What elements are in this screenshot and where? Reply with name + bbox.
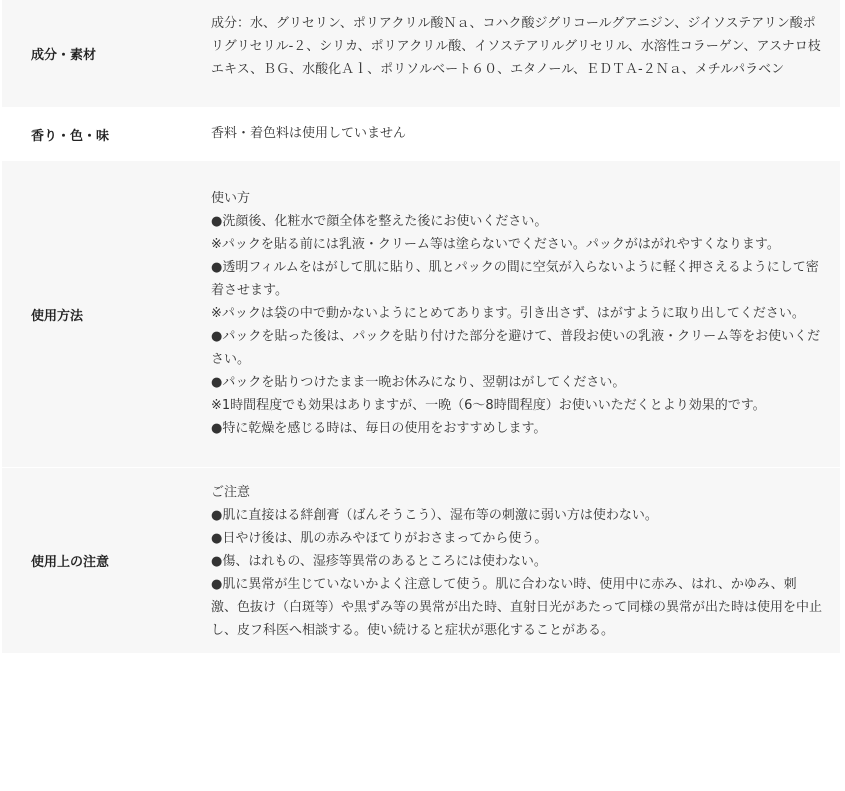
usage-row xyxy=(2,161,840,467)
row-label: 使用上の注意 xyxy=(31,555,110,570)
content-line: ●パックを貼りつけたまま一晩お休みになり、翌朝はがしてください。 xyxy=(211,375,626,390)
row-content xyxy=(209,0,840,107)
scent-color-taste-row xyxy=(2,108,840,160)
precautions-row xyxy=(2,468,840,653)
row-content xyxy=(209,161,840,467)
content-line: 香料・着色料は使用していません xyxy=(211,126,407,141)
content-heading: ご注意 xyxy=(211,485,251,500)
content-line: ●洗顔後、化粧水で顔全体を整えた後にお使いください。 xyxy=(211,214,548,229)
content-line: ●特に乾燥を感じる時は、毎日の使用をおすすめします。 xyxy=(211,421,547,436)
content-line: ●傷、はれもの、湿疹等異常のあるところには使わない。 xyxy=(211,554,547,569)
content-line: ※パックを貼る前には乳液・クリーム等は塗らないでください。パックがはがれやすくなります。 xyxy=(211,237,780,252)
content-line: ●日やけ後は、肌の赤みやほてりがおさまってから使う。 xyxy=(211,531,548,546)
content-line: ●肌に異常が生じていないかよく注意して使う。肌に合わない時、使用中に赤み、はれ、かゆみ、刺激、色抜け（白斑等）や黒ずみ等の異常が出た時、直射日光があたって同様の異常が出た時は使用を中止し、皮フ科医へ相談する。使い続けると症状が悪化することがある。 xyxy=(211,577,823,638)
content-line: 成分：水、グリセリン、ポリアクリル酸Ｎａ、コハク酸ジグリコールグアニジン、ジイソステアリン酸ポリグリセリル-２、シリカ、ポリアクリル酸、イソステアリルグリセリル、水溶性コラーゲン、アスナロ枝エキス、ＢＧ、水酸化Ａｌ、ポリソルベート６０、エタノール、ＥＤＴＡ-２Ｎａ、メチルパラベン xyxy=(211,16,821,77)
row-label: 香り・色・味 xyxy=(31,128,110,144)
content-heading: 使い方 xyxy=(211,191,251,206)
ingredients-row xyxy=(2,0,840,107)
row-content xyxy=(209,108,840,160)
row-label: 使用方法 xyxy=(31,308,84,324)
content-line: ●肌に直接はる絆創膏（ばんそうこう）、湿布等の刺激に弱い方は使わない。 xyxy=(211,508,658,523)
row-content xyxy=(209,468,840,653)
content-line: ※1時間程度でも効果はありますが、一晩（6～8時間程度）お使いいただくとより効果的です。 xyxy=(211,398,766,413)
row-label: 成分・素材 xyxy=(31,48,97,63)
content-line: ●透明フィルムをはがして肌に貼り、肌とパックの間に空気が入らないように軽く押さえるようにして密着させます。 xyxy=(211,260,819,298)
content-line: ※パックは袋の中で動かないようにとめてあります。引き出さず、はがすように取り出してください。 xyxy=(211,306,805,321)
content-line: ●パックを貼った後は、パックを貼り付けた部分を避けて、普段お使いの乳液・クリーム等をお使いください。 xyxy=(211,329,821,367)
